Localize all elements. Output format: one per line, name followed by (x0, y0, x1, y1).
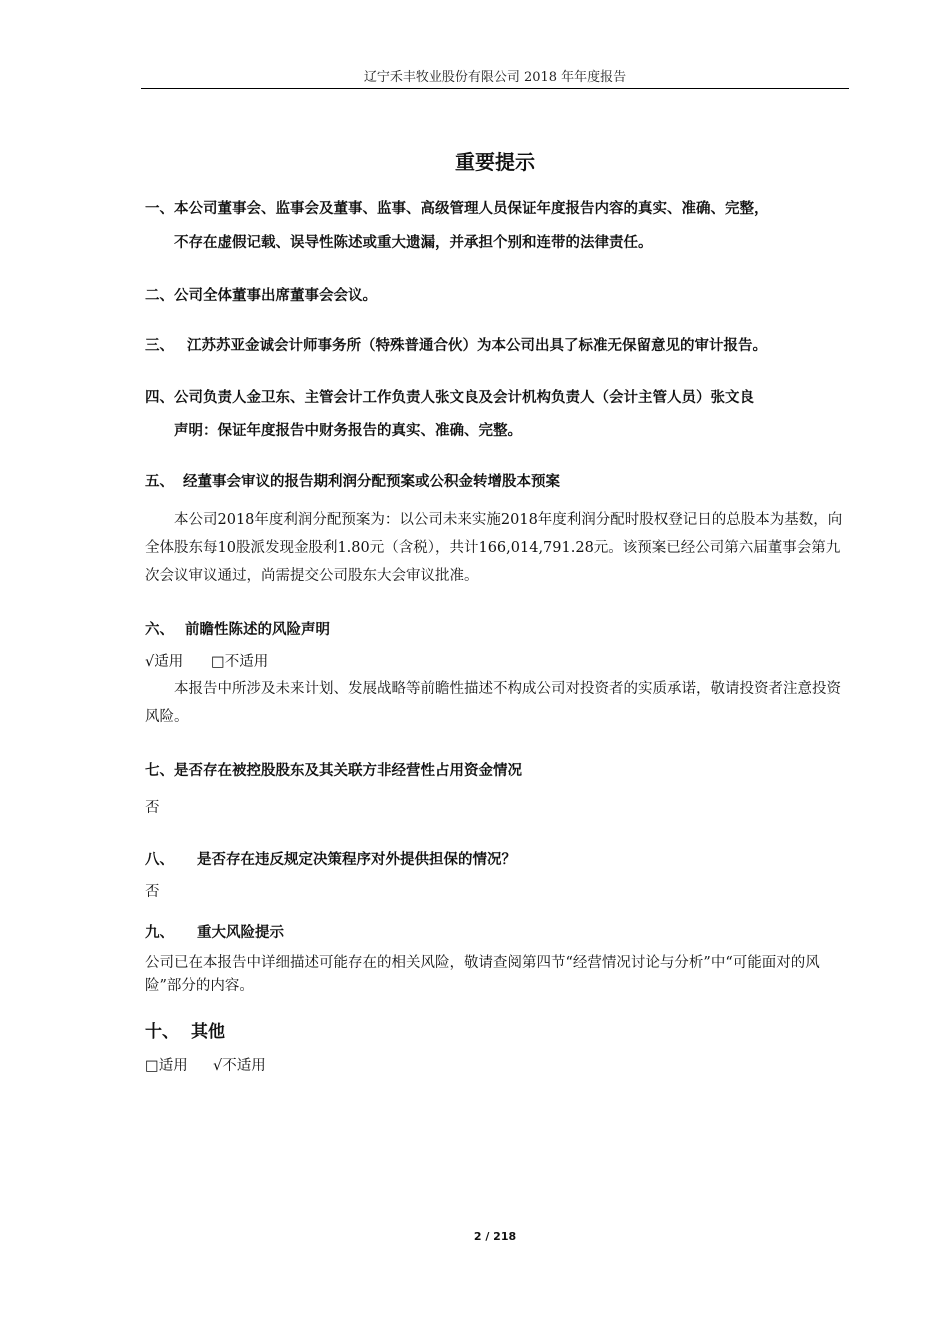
section-1-line2: 不存在虚假记载、误导性陈述或重大遗漏，并承担个别和连带的法律责任。 (174, 235, 653, 251)
section-1-line1 (145, 197, 769, 218)
section-4-line1 (145, 386, 754, 407)
section-5-number: 五、 (145, 474, 174, 490)
section-7-text: 是否存在被控股股东及其关联方非经营性占用资金情况 (174, 763, 522, 779)
section-3-text: 江苏苏亚金诚会计师事务所（特殊普通合伙）为本公司出具了标准无保留意见的审计报告。 (187, 338, 767, 354)
section-6-heading (145, 618, 330, 639)
section-2 (145, 284, 377, 305)
section-4-number: 四、 (145, 390, 174, 406)
section-6-number: 六、 (145, 622, 174, 638)
header-rule (141, 88, 849, 89)
section-6-text: 前瞻性陈述的风险声明 (185, 622, 330, 638)
section-9-body: 公司已在本报告中详细描述可能存在的相关风险，敬请查阅第四节“经营情况讨论与分析”中“可能面对的风险”部分的内容。 (145, 955, 820, 994)
section-8-text: 是否存在违反规定决策程序对外提供担保的情况？ (197, 852, 516, 868)
section-3 (145, 334, 767, 355)
section-5-body: 本公司2018年度利润分配预案为：以公司未来实施2018年度利润分配时股权登记日的总股本为基数，向全体股东每10股派发现金股利1.80元（含税），共计166,014,791.28元。该预案已经公司第六届董事会第九次会议审议通过，尚需提交公司股东大会审议批准。 (145, 512, 843, 584)
option-applicable-checked: √适用 (145, 654, 184, 670)
section-2-number: 二、 (145, 288, 174, 304)
section-8-number: 八、 (145, 852, 174, 868)
page-title: 重要提示 (455, 150, 535, 174)
section-2-text: 公司全体董事出席董事会会议。 (174, 288, 377, 304)
section-10-number: 十、 (145, 1022, 179, 1042)
section-9-number: 九、 (145, 925, 174, 941)
section-1-number: 一、 (145, 201, 174, 217)
page-number: 2 / 218 (473, 1230, 517, 1243)
section-6-body: 本报告中所涉及未来计划、发展战略等前瞻性描述不构成公司对投资者的实质承诺，敬请投资者注意投资风险。 (145, 681, 841, 725)
option-not-applicable-checked: √不适用 (213, 1058, 266, 1074)
section-4-line2: 声明：保证年度报告中财务报告的真实、准确、完整。 (174, 423, 522, 439)
section-5-heading (145, 470, 560, 491)
section-7-heading (145, 759, 522, 780)
section-8-answer: 否 (145, 884, 160, 900)
option-not-applicable: □不适用 (211, 654, 269, 670)
section-9-heading (145, 921, 284, 942)
section-8-heading (145, 848, 516, 869)
section-4-text: 公司负责人金卫东、主管会计工作负责人张文良及会计机构负责人（会计主管人员）张文良 (174, 390, 754, 406)
section-10-options (145, 1054, 266, 1075)
running-header: 辽宁禾丰牧业股份有限公司 2018 年年度报告 (363, 70, 627, 85)
section-6-options (145, 650, 268, 671)
section-3-number: 三、 (145, 338, 174, 354)
section-5-text: 经董事会审议的报告期利润分配预案或公积金转增股本预案 (183, 474, 560, 490)
section-10-text: 其他 (191, 1022, 225, 1042)
option-applicable: □适用 (145, 1058, 188, 1074)
section-7-answer: 否 (145, 800, 160, 816)
section-1-text: 本公司董事会、监事会及董事、监事、高级管理人员保证年度报告内容的真实、准确、完整， (174, 201, 769, 217)
section-10-heading (145, 1017, 225, 1042)
section-7-number: 七、 (145, 763, 174, 779)
section-9-text: 重大风险提示 (197, 925, 284, 941)
